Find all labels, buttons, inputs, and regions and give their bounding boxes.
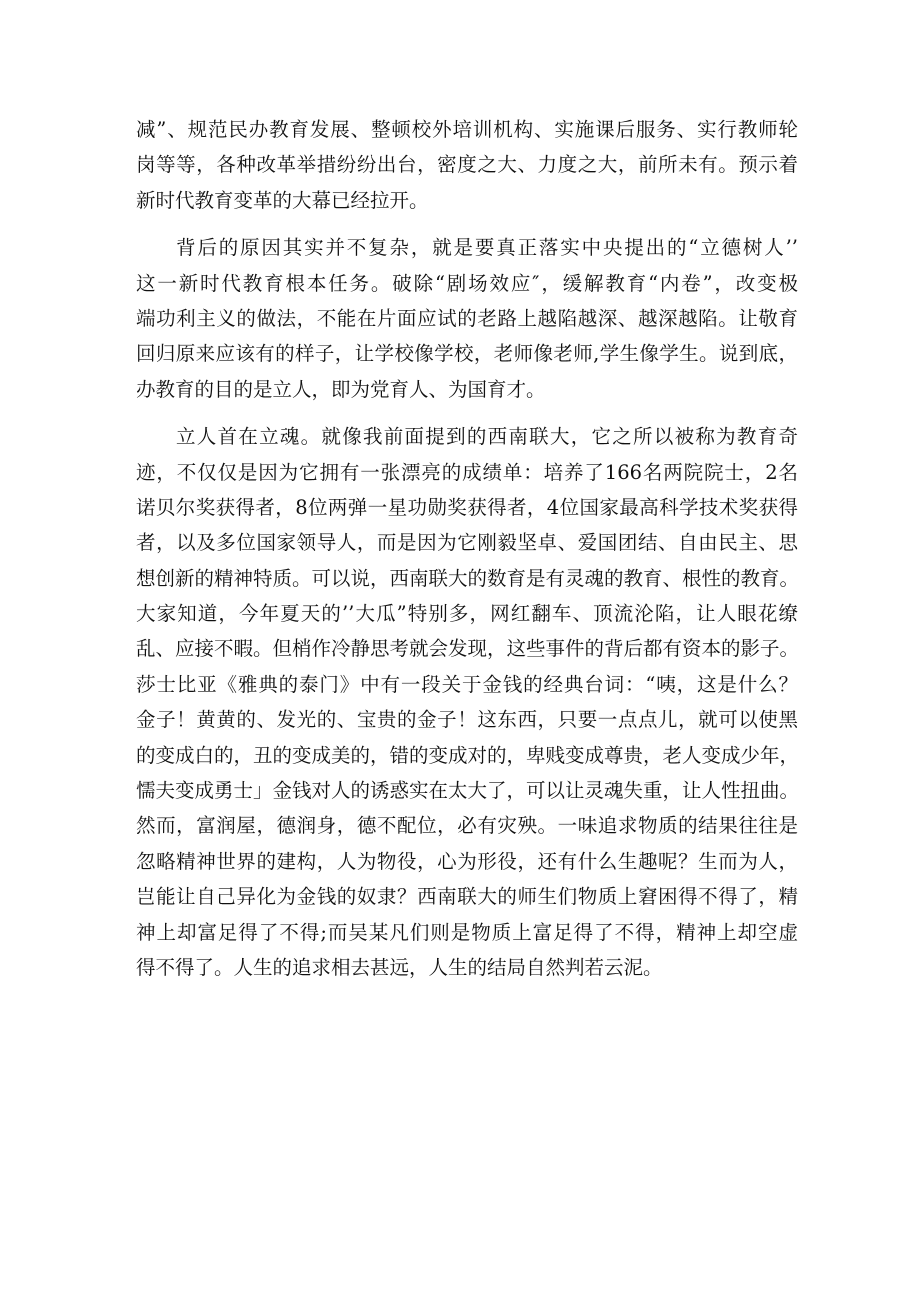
text-line: 得不得了。人生的追求相去甚远，人生的结局自然判若云泥。 bbox=[136, 955, 663, 979]
text-line: 忽略精神世界的建构，人为物役，心为形役，还有什么生趣呢？生而为人， bbox=[136, 849, 798, 873]
paragraph-spacer bbox=[136, 218, 798, 230]
paragraph-1 bbox=[136, 112, 798, 218]
text-line: 办教育的目的是立人，即为党育人、为国育才。 bbox=[136, 377, 546, 401]
text-line: 岗等等，各种改革举措纷纷出台，密度之大、力度之大，前所未有。预示着 bbox=[136, 153, 798, 177]
text-line: 回归原来应该有的样子，让学校像学校，老师像老师,学生像学生。说到底， bbox=[136, 342, 798, 366]
paragraph-2 bbox=[136, 230, 798, 407]
text-line: 想创新的精神特质。可以说，西南联大的数育是有灵魂的教育、根性的教育。 bbox=[136, 566, 800, 590]
text-line: 端功利主义的做法，不能在片面应试的老路上越陷越深、越深越陷。让敬育 bbox=[136, 306, 798, 330]
document-body bbox=[136, 112, 798, 985]
text-line: 懦夫变成勇士」金钱对人的诱惑实在太大了，可以让灵魂失重，让人性扭曲。 bbox=[136, 779, 800, 803]
text-line: 立人首在立魂。就像我前面提到的西南联大，它之所以被称为教育奇 bbox=[176, 425, 798, 449]
text-line: 大家知道，今年夏天的’’大瓜”特别多，网红翻车、顶流沦陷，让人眼花缭 bbox=[136, 602, 798, 626]
text-line: 迹，不仅仅是因为它拥有一张漂亮的成绩单：培养了166名两院院士，2名 bbox=[136, 460, 798, 484]
text-line: 者，以及多位国家领导人，而是因为它刚毅坚卓、爱国团结、自由民主、思 bbox=[136, 531, 798, 555]
text-line: 诺贝尔奖获得者，8位两弹一星功勋奖获得者，4位国家最高科学技术奖获得 bbox=[136, 495, 798, 519]
text-line: 岂能让自己异化为金钱的奴隶？西南联大的师生们物质上窘困得不得了，精 bbox=[136, 885, 798, 909]
text-line: 减”、规范民办教育发展、整顿校外培训机构、实施课后服务、实行教师轮 bbox=[136, 118, 798, 141]
text-line: 新时代教育变革的大幕已经拉开。 bbox=[136, 188, 429, 212]
text-line: 乱、应接不暇。但梢作冷静思考就会发现，这些事件的背后都有资本的影子。 bbox=[136, 637, 800, 661]
text-line: 的变成白的，丑的变成美的，错的变成对的，卑贱变成尊贵，老人变成少年， bbox=[136, 743, 800, 767]
text-line: 神上却富足得了不得;而吴某凡们则是物质上富足得了不得，精神上却空虚 bbox=[136, 920, 798, 944]
text-line: 这一新时代教育根本任务。破除“剧场效应″，缓解教育“内卷”，改变极 bbox=[136, 271, 798, 295]
text-line: 金子！黄黄的、发光的、宝贵的金子！这东西，只要一点点儿，就可以使黑 bbox=[136, 708, 798, 732]
text-line: 莎士比亚《雅典的泰门》中有一段关于金钱的经典台词：“咦，这是什么？ bbox=[136, 672, 798, 696]
paragraph-3 bbox=[136, 419, 798, 985]
text-line: 然而，富润屋，德润身，德不配位，必有灾殃。一味追求物质的结果往往是 bbox=[136, 814, 798, 838]
paragraph-spacer bbox=[136, 407, 798, 419]
text-line: 背后的原因其实并不复杂，就是要真正落实中央提出的“立德树人’’ bbox=[176, 236, 798, 260]
